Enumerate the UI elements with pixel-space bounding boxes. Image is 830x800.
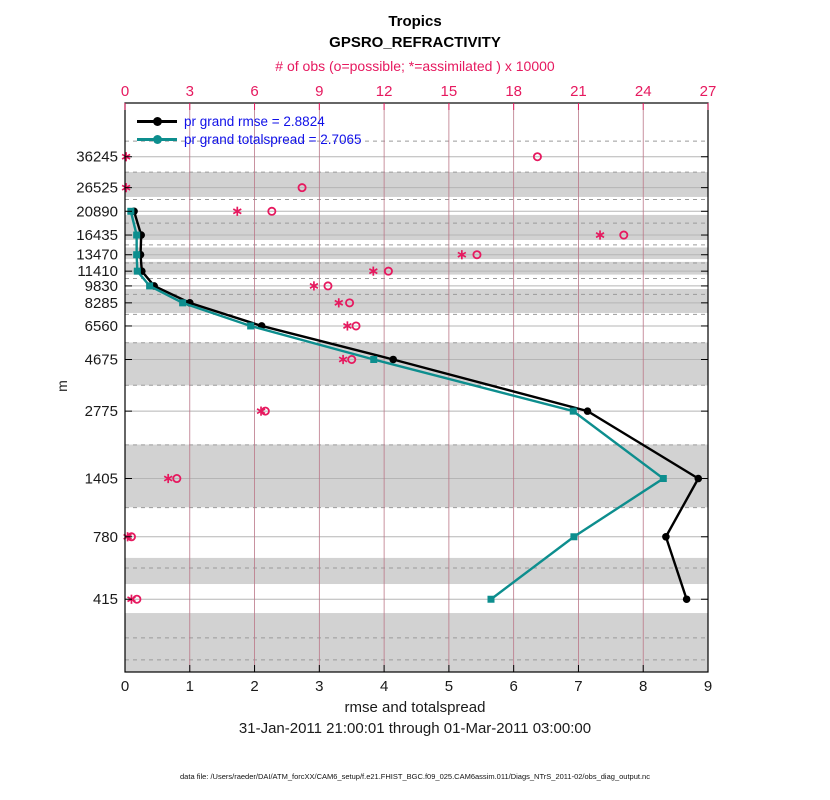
shaded-band <box>125 248 708 260</box>
x-tick-label: 9 <box>703 678 713 695</box>
data-marker <box>570 408 577 415</box>
y-tick-label: 1405 <box>84 470 118 488</box>
data-marker <box>662 533 670 541</box>
data-marker <box>683 595 691 603</box>
data-marker <box>370 356 377 363</box>
shaded-band <box>125 613 708 672</box>
top-tick-label: 9 <box>315 83 324 100</box>
y-tick-label: 20890 <box>76 203 118 221</box>
page-title: Tropics <box>388 13 442 30</box>
x-tick-label: 5 <box>444 678 454 695</box>
y-tick-label: 13470 <box>76 246 118 264</box>
y-tick-label: 36245 <box>76 148 118 166</box>
legend-item-totalspread <box>137 130 362 148</box>
data-marker <box>584 407 592 415</box>
y-tick-label: 6560 <box>84 317 118 335</box>
shaded-band <box>125 558 708 584</box>
y-tick-label: 26525 <box>76 179 118 197</box>
y-tick-label: 780 <box>92 528 118 546</box>
shaded-band <box>125 172 708 197</box>
legend-item-rmse <box>137 112 362 130</box>
x-tick-label: 4 <box>379 678 389 695</box>
x-tick-label: 8 <box>639 678 648 695</box>
top-tick-label: 3 <box>185 83 194 100</box>
x-tick-label: 3 <box>315 678 324 695</box>
data-marker <box>570 533 577 540</box>
y-tick-label: 11410 <box>77 263 118 281</box>
y-tick-label: 415 <box>92 591 118 609</box>
top-tick-label: 6 <box>250 83 259 100</box>
totalspread-line-sample-icon <box>137 138 177 141</box>
rmse-line-sample-icon <box>137 120 177 123</box>
data-marker <box>133 232 140 239</box>
shaded-band <box>125 262 708 275</box>
y-axis-label: m <box>53 380 70 392</box>
datafile-caption: data file: /Users/raeder/DAI/ATM_forcXX/CAM6_setup/f.e21.FHIST_BGC.f09_025.CAM6assim.011/Diags_NTrS_2011-02/obs_diag_output.nc <box>180 772 650 781</box>
data-marker <box>660 475 667 482</box>
top-tick-label: 0 <box>120 83 130 100</box>
x-tick-label: 7 <box>574 678 583 695</box>
data-marker <box>389 356 397 364</box>
shaded-band <box>125 343 708 386</box>
data-marker <box>694 475 702 483</box>
totalspread-marker-icon <box>153 135 162 144</box>
top-tick-label: 27 <box>699 83 717 100</box>
legend-label-totalspread: pr grand totalspread = 2.7065 <box>184 131 362 147</box>
shaded-band <box>125 445 708 508</box>
top-tick-label: 21 <box>570 83 587 100</box>
top-axis-label: # of obs (o=possible; *=assimilated ) x 10000 <box>275 58 555 74</box>
legend <box>137 112 362 148</box>
data-marker <box>134 268 141 275</box>
data-marker <box>179 299 186 306</box>
x-axis-label: rmse and totalspread <box>344 699 486 716</box>
x-tick-label: 0 <box>120 678 130 695</box>
top-tick-label: 18 <box>505 83 523 100</box>
rmse-marker-icon <box>153 117 162 126</box>
y-tick-label: 9830 <box>84 277 118 295</box>
legend-label-rmse: pr grand rmse = 2.8824 <box>184 113 325 129</box>
data-marker <box>146 282 153 289</box>
x-tick-label: 2 <box>250 678 259 695</box>
page-subtitle: GPSRO_REFRACTIVITY <box>329 34 501 51</box>
data-marker <box>487 596 494 603</box>
y-tick-label: 8285 <box>84 294 118 312</box>
y-tick-label: 16435 <box>76 227 118 245</box>
top-tick-label: 12 <box>375 83 393 100</box>
y-tick-label: 4675 <box>84 351 118 369</box>
data-marker <box>247 322 254 329</box>
x-tick-label: 1 <box>185 678 194 695</box>
timespan-caption: 31-Jan-2011 21:00:01 through 01-Mar-2011 03:00:00 <box>238 720 592 737</box>
y-tick-label: 2775 <box>84 403 118 421</box>
top-tick-label: 24 <box>634 83 652 100</box>
x-tick-label: 6 <box>509 678 518 695</box>
data-marker <box>133 251 140 258</box>
top-tick-label: 15 <box>440 83 458 100</box>
